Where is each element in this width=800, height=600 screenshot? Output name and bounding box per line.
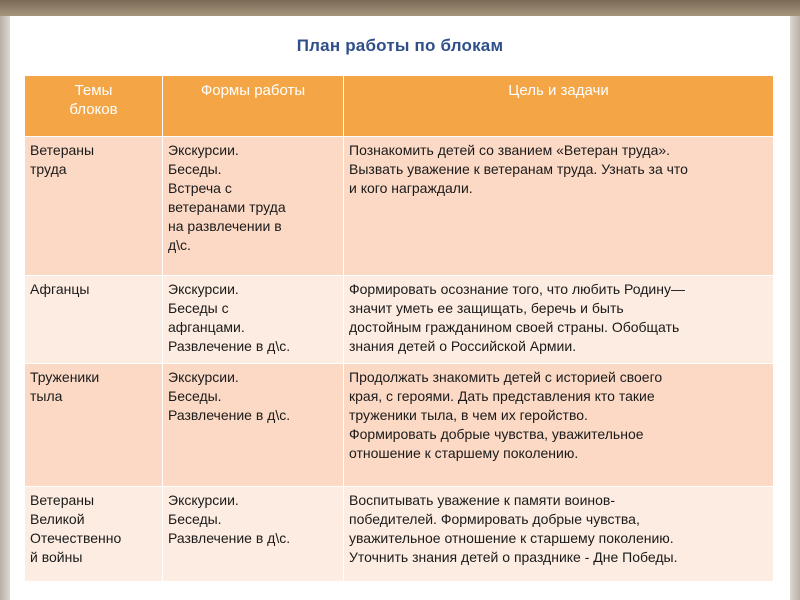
right-frame [790,16,800,600]
cell-goals: Познакомить детей со званием «Ветеран труда». Вызвать уважение к ветеранам труда. Узнать за что и кого награждали. [344,137,774,276]
table-row [25,487,774,582]
header-work-forms: Формы работы [163,76,344,137]
cell-goals: Воспитывать уважение к памяти воинов- победителей. Формировать добрые чувства, уважительное отношение к старшему поколению. Уточнить знания детей о празднике - Дне Победы. [344,487,774,582]
blocks-table [24,75,774,582]
cell-topic: Труженики тыла [25,364,163,487]
page-title: План работы по блокам [296,36,504,55]
header-topics: Темы блоков [25,76,163,137]
table-row [25,276,774,364]
top-decor-band [0,0,800,16]
table-row [25,364,774,487]
cell-forms: Экскурсии. Беседы. Развлечение в д\с. [163,487,344,582]
left-frame [0,16,10,600]
cell-forms: Экскурсии. Беседы. Развлечение в д\с. [163,364,344,487]
header-goals: Цель и задачи [344,76,774,137]
cell-goals: Продолжать знакомить детей с историей своего края, с героями. Дать представления кто такие труженики тыла, в чем их геройство. Формировать добрые чувства, уважительное отношение к старшему поколению. [344,364,774,487]
cell-forms: Экскурсии. Беседы с афганцами. Развлечение в д\с. [163,276,344,364]
cell-goals: Формировать осознание того, что любить Родину— значит уметь ее защищать, беречь и быть достойным гражданином своей страны. Обобщать знания детей о Российской Армии. [344,276,774,364]
cell-topic: Ветераны Великой Отечественно й войны [25,487,163,582]
cell-topic: Ветераны труда [25,137,163,276]
table-header-row [25,76,774,137]
table-row [25,137,774,276]
cell-forms: Экскурсии. Беседы. Встреча с ветеранами труда на развлечении в д\с. [163,137,344,276]
cell-topic: Афганцы [25,276,163,364]
